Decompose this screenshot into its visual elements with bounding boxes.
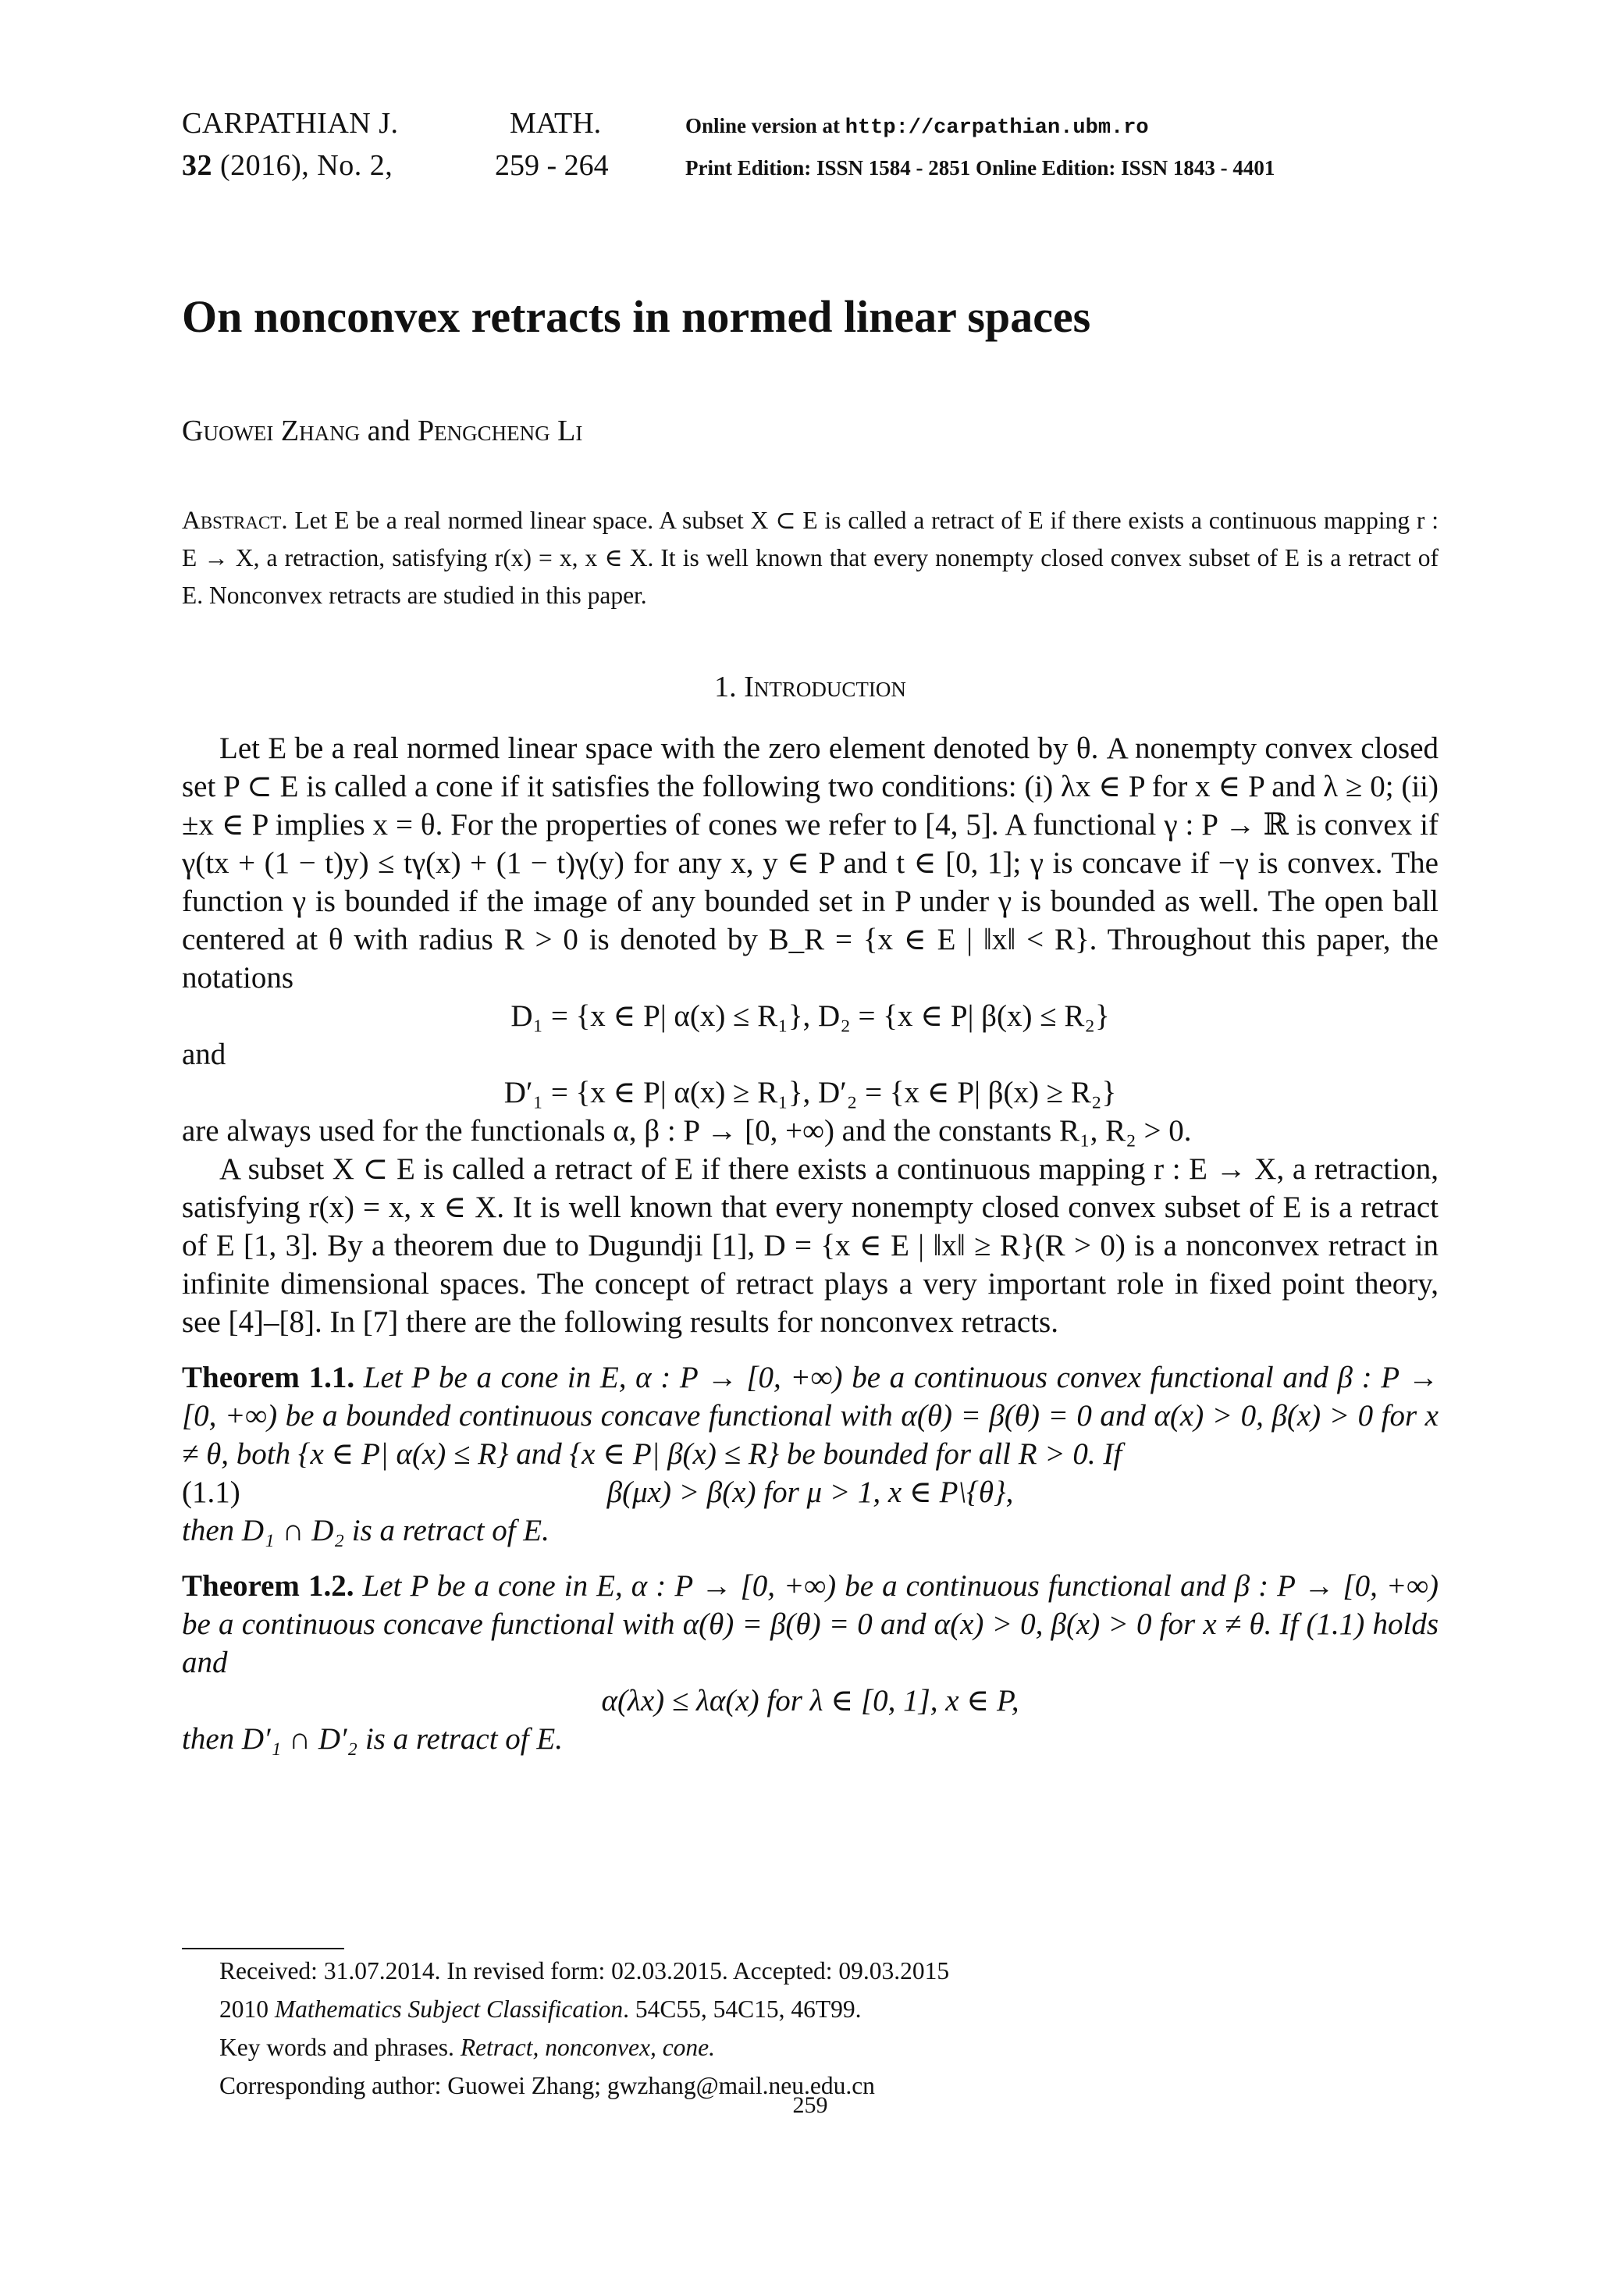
equation-alpha-homogeneity: α(λx) ≤ λα(x) for λ ∈ [0, 1], x ∈ P, <box>601 1684 1019 1718</box>
paper-page <box>182 0 1439 2296</box>
theorem-1-1 <box>182 1358 1439 1473</box>
theorem-1-2-conclusion: then D′₁ ∩ D′₂ is a retract of E. <box>182 1722 563 1756</box>
journal-volume: 32 (2016), No. 2, <box>182 149 393 182</box>
theorem-1-2 <box>182 1567 1439 1682</box>
footnote-rule <box>182 1948 344 1949</box>
abstract-text: Let E be a real normed linear space. A subset X ⊂ E is called a retract of E if there exists a continuous mapping r : E → X, a retraction, satisfying r(x) = x, x ∈ X. It is well known that every nonempty closed convex subset of E is a retract of E. Nonconvex retracts are studied in this paper. <box>182 507 1439 609</box>
journal-name: CARPATHIAN J. <box>182 107 399 140</box>
corresponding-author: Corresponding author: Guowei Zhang; gwzhang@mail.neu.edu.cn <box>219 2072 875 2099</box>
theorem-1-1-body: Let P be a cone in E, α : P → [0, +∞) be a continuous convex functional and β : P → [0, +∞) be a bounded continuous concave functional with α(θ) = β(θ) = 0 and α(x) > 0, β(x) > 0 for x ≠ θ, both {x ∈ P| α(x) ≤ R} and {x ∈ P| β(x) ≤ R} be bounded for all R > 0. If <box>182 1361 1439 1471</box>
author-line: Guowei Zhang and Pengcheng Li <box>182 415 583 447</box>
msc-classification: 2010 Mathematics Subject Classification. 54C55, 54C15, 46T99. <box>219 1995 862 2023</box>
equation-1-1-label: (1.1) <box>182 1475 240 1509</box>
abstract <box>182 502 1439 614</box>
theorem-1-2-head: Theorem 1.2. <box>182 1569 354 1603</box>
received-dates: Received: 31.07.2014. In revised form: 02.03.2015. Accepted: 09.03.2015 <box>219 1957 950 1985</box>
theorem-1-1-conclusion: then D₁ ∩ D₂ is a retract of E. <box>182 1514 549 1547</box>
issn-line: Print Edition: ISSN 1584 - 2851 Online Edition: ISSN 1843 - 4401 <box>685 156 1275 180</box>
theorem-1-2-body: Let P be a cone in E, α : P → [0, +∞) be a continuous functional and β : P → [0, +∞) be a continuous concave functional with α(θ) = β(θ) = 0 and α(x) > 0, β(x) > 0 for x ≠ θ. If (1.1) holds and <box>182 1569 1439 1679</box>
intro-paragraph-1: Let E be a real normed linear space with the zero element denoted by θ. A nonempty convex closed set P ⊂ E is called a cone if it satisfies the following two conditions: (i) λx ∈ P for x ∈ P and λ ≥ 0; (ii) ±x ∈ P implies x = θ. For the properties of cones we refer to [4, 5]. A functional γ : P → ℝ is convex if γ(tx + (1 − t)y) ≤ tγ(x) + (1 − t)γ(y) for any x, y ∈ P and t ∈ [0, 1]; γ is concave if −γ is convex. The function γ is bounded if the image of any bounded set in P under γ is bounded as well. The open ball centered at θ with radius R > 0 is denoted by B_R = {x ∈ E | ‖x‖ < R}. Throughout this paper, the notations <box>182 732 1439 995</box>
online-version: Online version at http://carpathian.ubm.ro <box>685 114 1149 140</box>
journal-url[interactable]: http://carpathian.ubm.ro <box>845 116 1149 140</box>
equation-d1-d2: D₁ = {x ∈ P| α(x) ≤ R₁}, D₂ = {x ∈ P| β(x) ≤ R₂} <box>510 999 1110 1033</box>
paper-title: On nonconvex retracts in normed linear spaces <box>182 291 1091 342</box>
theorem-1-1-head: Theorem 1.1. <box>182 1361 355 1394</box>
intro-paragraph-3: A subset X ⊂ E is called a retract of E if there exists a continuous mapping r : E → X, a retraction, satisfying r(x) = x, x ∈ X. It is well known that every nonempty closed convex subset of E is a retract of E [1, 3]. By a theorem due to Dugundji [1], D = {x ∈ E | ‖x‖ ≥ R}(R > 0) is a nonconvex retract in infinite dimensional spaces. The concept of retract plays a very important role in fixed point theory, see [4]–[8]. In [7] there are the following results for nonconvex retracts. <box>182 1152 1439 1339</box>
journal-math: MATH. <box>510 107 602 140</box>
keywords: Key words and phrases. Retract, nonconvex, cone. <box>219 2034 716 2061</box>
intro-paragraph-2: are always used for the functionals α, β : P → [0, +∞) and the constants R₁, R₂ > 0. <box>182 1114 1192 1148</box>
footnotes <box>219 1952 949 2105</box>
equation-1-1: (1.1) β(μx) > β(x) for μ > 1, x ∈ P\{θ}, <box>182 1473 1439 1511</box>
equation-d1prime-d2prime: D′₁ = {x ∈ P| α(x) ≥ R₁}, D′₂ = {x ∈ P| β(x) ≥ R₂} <box>503 1076 1117 1109</box>
and-word: and <box>182 1038 226 1071</box>
abstract-label: Abstract. <box>182 507 288 535</box>
page-number: 259 <box>792 2092 828 2118</box>
journal-pages: 259 - 264 <box>495 149 609 182</box>
section-heading: 1. Introduction <box>714 671 906 703</box>
body-text <box>182 729 1439 1758</box>
